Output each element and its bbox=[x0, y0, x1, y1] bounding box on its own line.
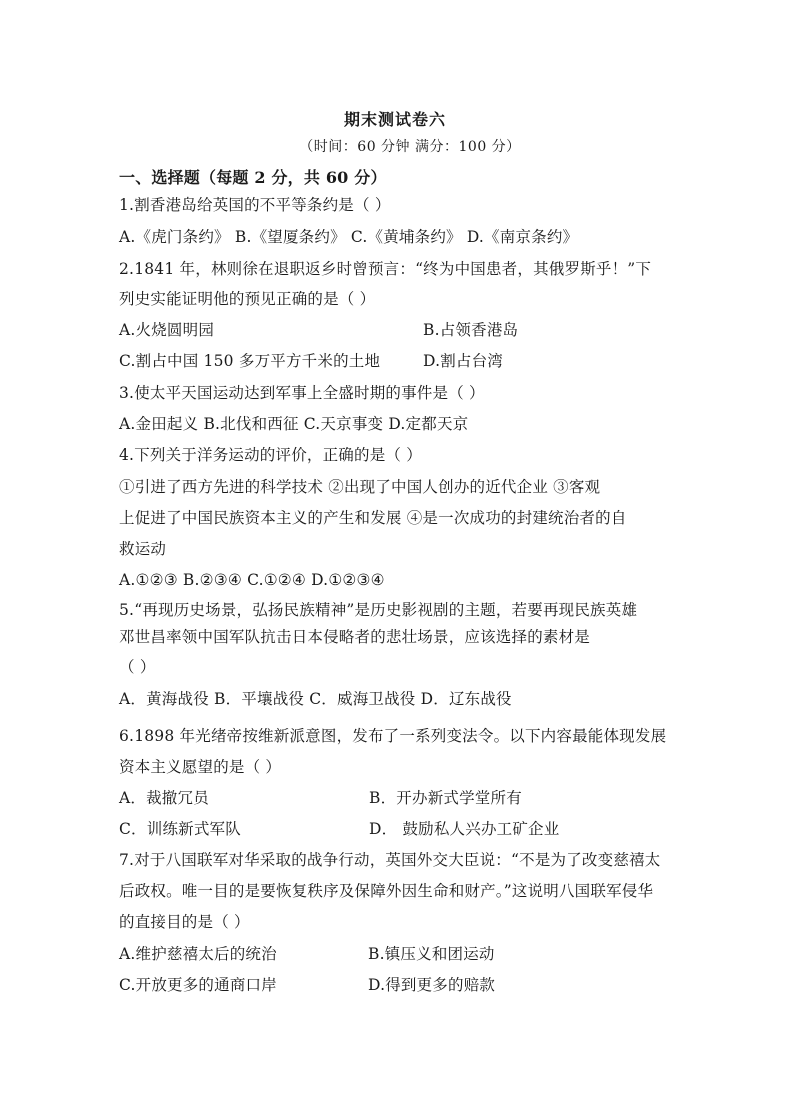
question-5-stem-line-1: 5.“再现历史场景，弘扬民族精神”是历史影视剧的主题，若要再现民族英雄 bbox=[119, 601, 638, 619]
question-7-option-b: B.镇压义和团运动 bbox=[368, 945, 495, 963]
exam-time-score: （时间：60 分钟 满分：100 分） bbox=[299, 139, 521, 155]
question-7-option-d: D.得到更多的赔款 bbox=[368, 976, 496, 994]
question-3-options: A.金田起义 B.北伐和西征 C.天京事变 D.定都天京 bbox=[119, 415, 469, 433]
question-2-option-d: D.割占台湾 bbox=[423, 352, 504, 370]
question-3-stem: 3.使太平天国运动达到军事上全盛时期的事件是（ ） bbox=[119, 384, 485, 402]
question-4-options: A.①②③ B.②③④ C.①②④ D.①②③④ bbox=[119, 571, 385, 589]
question-6-option-c: C．训练新式军队 bbox=[119, 820, 241, 838]
question-4-stem-line-3: 上促进了中国民族资本主义的产生和发展 ④是一次成功的封建统治者的自 bbox=[119, 509, 627, 527]
question-2-stem-line-2: 列史实能证明他的预见正确的是（ ） bbox=[119, 290, 376, 308]
page-title: 期末测试卷六 bbox=[343, 110, 446, 129]
question-1-stem: 1.割香港岛给英国的不平等条约是（ ） bbox=[119, 196, 391, 214]
question-6-stem-line-2: 资本主义愿望的是（ ） bbox=[119, 758, 282, 776]
question-2-option-a: A.火烧圆明园 bbox=[119, 321, 215, 339]
question-1-options: A.《虎门条约》 B.《望厦条约》 C.《黄埔条约》 D.《南京条约》 bbox=[119, 228, 579, 246]
question-4-stem-line-2: ①引进了西方先进的科学技术 ②出现了中国人创办的近代企业 ③客观 bbox=[119, 478, 601, 496]
question-5-options: A．黄海战役 B．平壤战役 C．威海卫战役 D．辽东战役 bbox=[119, 690, 512, 708]
question-5-stem-line-2: 邓世昌率领中国军队抗击日本侵略者的悲壮场景，应该选择的素材是 bbox=[119, 628, 591, 646]
question-7-stem-line-1: 7.对于八国联军对华采取的战争行动，英国外交大臣说：“不是为了改变慈禧太 bbox=[119, 851, 661, 869]
question-6-option-b: B．开办新式学堂所有 bbox=[369, 789, 522, 807]
question-7-stem-line-2: 后政权。唯一目的是要恢复秩序及保障外因生命和财产。”这说明八国联军侵华 bbox=[119, 882, 654, 900]
question-6-stem-line-1: 6.1898 年光绪帝按维新派意图，发布了一系列变法令。以下内容最能体现发展 bbox=[119, 727, 667, 745]
question-2-stem-line-1: 2.1841 年，林则徐在退职返乡时曾预言：“终为中国患者，其俄罗斯乎！”下 bbox=[119, 260, 652, 278]
question-7-option-c: C.开放更多的通商口岸 bbox=[119, 976, 277, 994]
question-7-option-a: A.维护慈禧太后的统治 bbox=[119, 945, 277, 963]
question-4-stem-line-4: 救运动 bbox=[119, 540, 167, 558]
question-4-stem-line-1: 4.下列关于洋务运动的评价，正确的是（ ） bbox=[119, 446, 422, 464]
question-7-stem-line-3: 的直接目的是（ ） bbox=[119, 913, 250, 931]
question-6-option-a: A．裁撤冗员 bbox=[119, 789, 209, 807]
question-6-option-d: D． 鼓励私人兴办工矿企业 bbox=[369, 820, 560, 838]
question-2-option-b: B.占领香港岛 bbox=[423, 321, 519, 339]
section-heading: 一、选择题（每题 2 分，共 60 分） bbox=[119, 168, 387, 187]
question-2-option-c: C.割占中国 150 多万平方千米的土地 bbox=[119, 352, 381, 370]
question-5-stem-line-3: （ ） bbox=[119, 658, 156, 676]
